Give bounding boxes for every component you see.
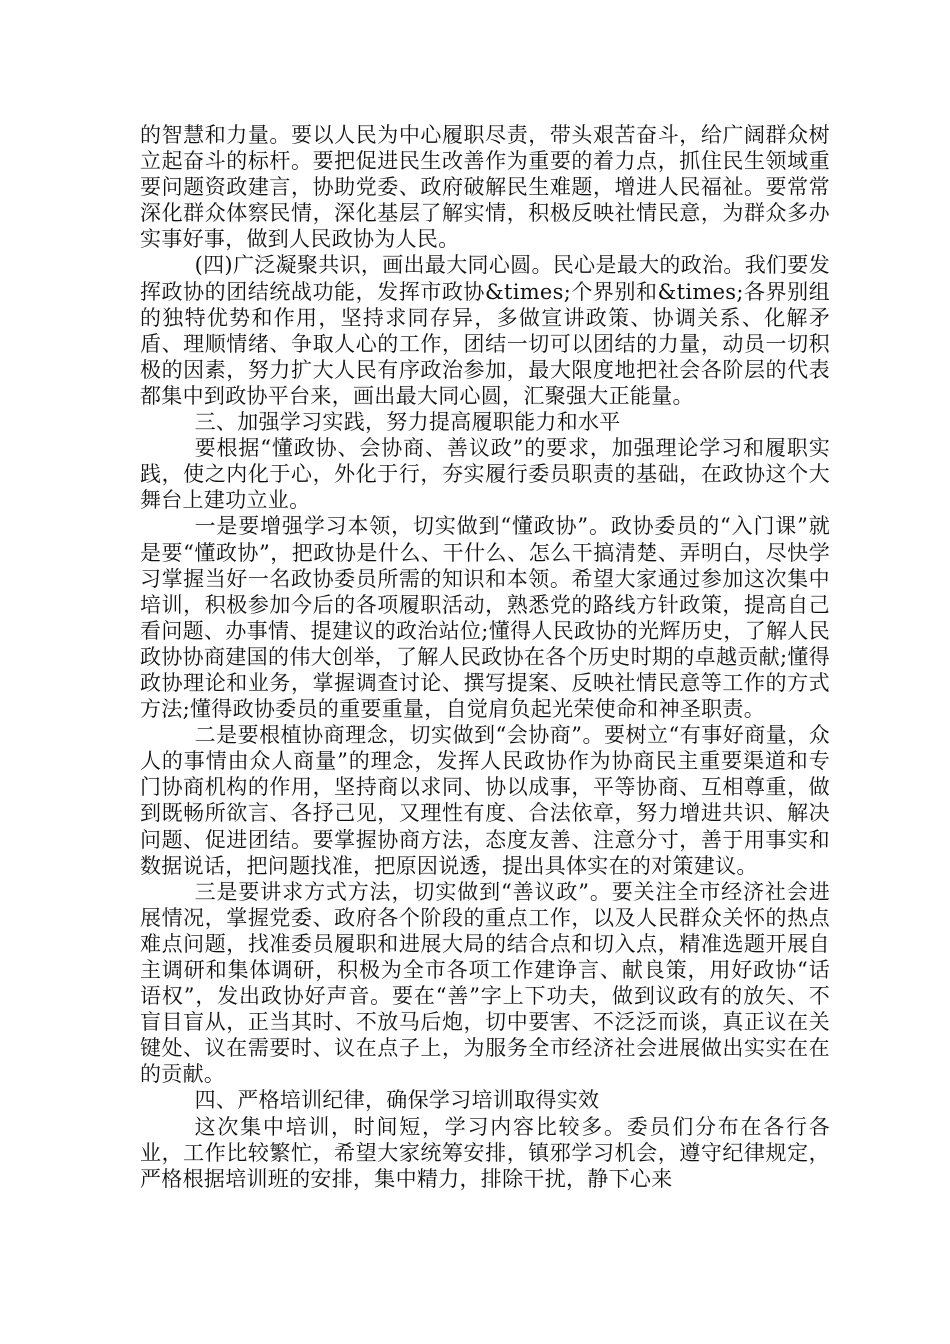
section-heading-4: 四、严格培训纪律，确保学习培训取得实效 xyxy=(194,1088,600,1113)
paragraph-deliberation: 三是要讲求方式方法，切实做到“善议政”。要关注全市经济社会进展情况，掌握党委、政府各个阶段的重点工作，以及人民群众关怀的热点难点问题，找准委员履职和进展大局的结合点和切入点，精准选题开展自主调研和集体调研，积极为全市各项工作建诤言、献良策，用好政协“话语权”，发出政协好声音。要在“善”字上下功夫，做到议政有的放矢、不盲目盲从，正当其时、不放马后炮，切中要害、不泛泛而谈，真正议在关键处、议在需要时、议在点子上，为服务全市经济社会进展做出实实在在的贡献。 xyxy=(140,879,830,1087)
paragraph-understand-cppcc: 一是要增强学习本领，切实做到“懂政协”。政协委员的“入门课”就是要“懂政协”，把政协是什么、干什么、怎么干搞清楚、弄明白，尽快学习掌握当好一名政协委员所需的知识和本领。希望大家通过参加这次集中培训，积极参加今后的各项履职活动，熟悉党的路线方针政策，提高自己看问题、办事情、提建议的政治站位;懂得人民政协的光辉历史，了解人民政协协商建国的伟大创举，了解人民政协在各个历史时期的卓越贡献;懂得政协理论和业务，掌握调查讨论、撰写提案、反映社情民意等工作的方式方法;懂得政协委员的重要重量，自觉肩负起光荣使命和神圣职责。 xyxy=(140,514,830,722)
document-body xyxy=(140,122,830,1192)
paragraph-consultation: 二是要根植协商理念，切实做到“会协商”。要树立“有事好商量，众人的事情由众人商量”的理念，发挥人民政协作为协商民主重要渠道和专门协商机构的作用，坚持商以求同、协以成事，平等协商、互相尊重，做到既畅所欲言、各抒己见，又理性有度、合法依章，努力增进共识、解决问题、促进团结。要掌握协商方法，态度友善、注意分寸，善于用事实和数据说话，把问题找准，把原因说透，提出具体实在的对策建议。 xyxy=(140,723,830,878)
paragraph-study-intro: 要根据“懂政协、会协商、善议政”的要求，加强理论学习和履职实践，使之内化于心，外化于行，夯实履行委员职责的基础，在政协这个大舞台上建功立业。 xyxy=(140,436,830,513)
paragraph-continuation: 的智慧和力量。要以人民为中心履职尽责，带头艰苦奋斗，给广阔群众树立起奋斗的标杆。要把促进民生改善作为重要的着力点，抓住民生领域重要问题资政建言，协助党委、政府破解民生难题，增进人民福祉。要常常深化群众体察民情，深化基层了解实情，积极反映社情民意，为群众多办实事好事，做到人民政协为人民。 xyxy=(140,123,830,252)
paragraph-consensus: (四)广泛凝聚共识，画出最大同心圆。民心是最大的政治。我们要发挥政协的团结统战功能，发挥市政协&times;个界别和&times;各界别组的独特优势和作用，坚持求同存异，多做宣讲政策、协调关系、化解矛盾、理顺情绪、争取人心的工作，团结一切可以团结的力量，动员一切积极的因素，努力扩大人民有序政治参加，最大限度地把社会各阶层的代表都集中到政协平台来，画出最大同心圆，汇聚强大正能量。 xyxy=(140,253,830,408)
paragraph-training-discipline: 这次集中培训，时间短，学习内容比较多。委员们分布在各行各业，工作比较繁忙，希望大家统筹安排，镇邪学习机会，遵守纪律规定，严格根据培训班的安排，集中精力，排除干扰，静下心来 xyxy=(140,1114,830,1191)
section-heading-3: 三、加强学习实践，努力提高履职能力和水平 xyxy=(194,410,621,435)
